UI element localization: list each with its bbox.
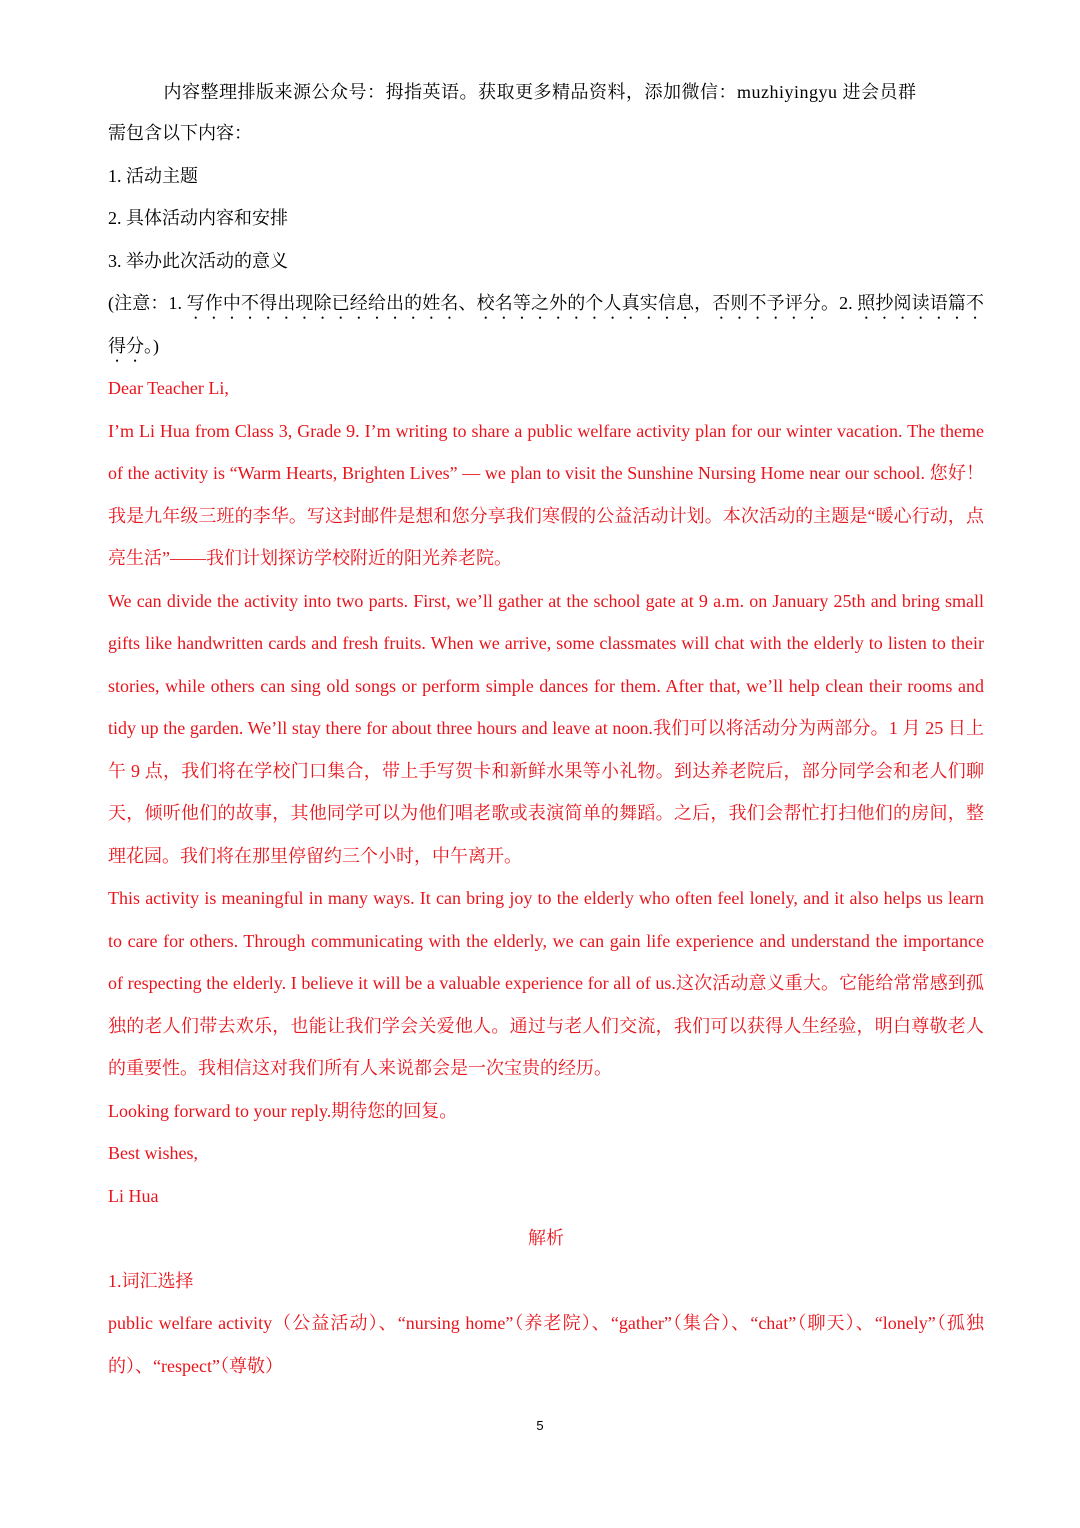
letter-signature: Li Hua [108,1185,159,1206]
analysis-title: 解析 [528,1228,564,1248]
note-prefix: (注意：1. [108,293,187,313]
analysis-section-1-text: public welfare activity（公益活动）、“nursing home”（养老院）、“gather”（集合）、“chat”（聊天）、“lonely”（孤独的）、“respect”（尊敬） [108,1313,984,1376]
requirements-intro: 需包含以下内容： [108,123,252,143]
letter-paragraph-1: I’m Li Hua from Class 3, Grade 9. I’m writing to share a public welfare activity plan for our winter vacation. The theme of the activity is “Warm Hearts, Brighten Lives” — we plan to visit the Sunshine Nursing Home near our school. 您好！我是九年级三班的李华。写这封邮件是想和您分享我们寒假的公益活动计划。本次活动的主题是“暖心行动，点亮生活”——我们计划探访学校附近的阳光养老院。 [108,420,984,568]
page-number: 5 [536,1418,544,1433]
requirement-item-2: 2. 具体活动内容和安排 [108,208,288,228]
letter-closing-line: Looking forward to your reply.期待您的回复。 [108,1100,458,1121]
writing-note [108,282,984,367]
requirement-item-1: 1. 活动主题 [108,165,198,186]
analysis-section-1-heading: 1.词汇选择 [108,1270,194,1291]
letter-paragraph-2: We can divide the activity into two parts. First, we’ll gather at the school gate at 9 a.m. on January 25th and bring small gifts like handwritten cards and fresh fruits. When we arrive, some classmates will chat with the elderly to listen to their stories, while others can sing old songs or perform simple dances for them. After that, we’ll help clean their rooms and tidy up the garden. We’ll stay there for about three hours and leave at noon.我们可以将活动分为两部分。1 月 25 日上午 9 点，我们将在学校门口集合，带上手写贺卡和新鲜水果等小礼物。到达养老院后，部分同学会和老人们聊天，倾听他们的故事，其他同学可以为他们唱老歌或表演简单的舞蹈。之后，我们会帮忙打扫他们的房间，整理花园。我们将在那里停留约三个小时，中午离开。 [108,590,984,866]
document-body [108,112,984,1387]
note-suffix: 。) [144,335,159,356]
letter-paragraph-3: This activity is meaningful in many ways. It can bring joy to the elderly who often feel lonely, and it also helps us learn to care for others. Through communicating with the elderly, we can gain life experience and understand the importance of respecting the elderly. I believe it will be a valuable experience for all of us.这次活动意义重大。它能给常常感到孤独的老人们带去欢乐，也能让我们学会关爱他人。通过与老人们交流，我们可以获得人生经验，明白尊敬老人的重要性。我相信这对我们所有人来说都会是一次宝贵的经历。 [108,888,984,1078]
letter-salutation: Dear Teacher Li, [108,378,229,398]
note-rule-2: 照抄阅读语篇不得分 [108,293,984,356]
requirement-item-3: 3. 举办此次活动的意义 [108,250,288,271]
note-separator: 。2. [821,293,858,313]
letter-sign-off: Best wishes, [108,1143,198,1163]
note-rule-1: 写作中不得出现除已经给出的姓名、校名等之外的个人真实信息，否则不予评分 [186,293,821,313]
page-header: 内容整理排版来源公众号：拇指英语。获取更多精品资料，添加微信：muzhiyingyu 进会员群 [163,82,917,102]
